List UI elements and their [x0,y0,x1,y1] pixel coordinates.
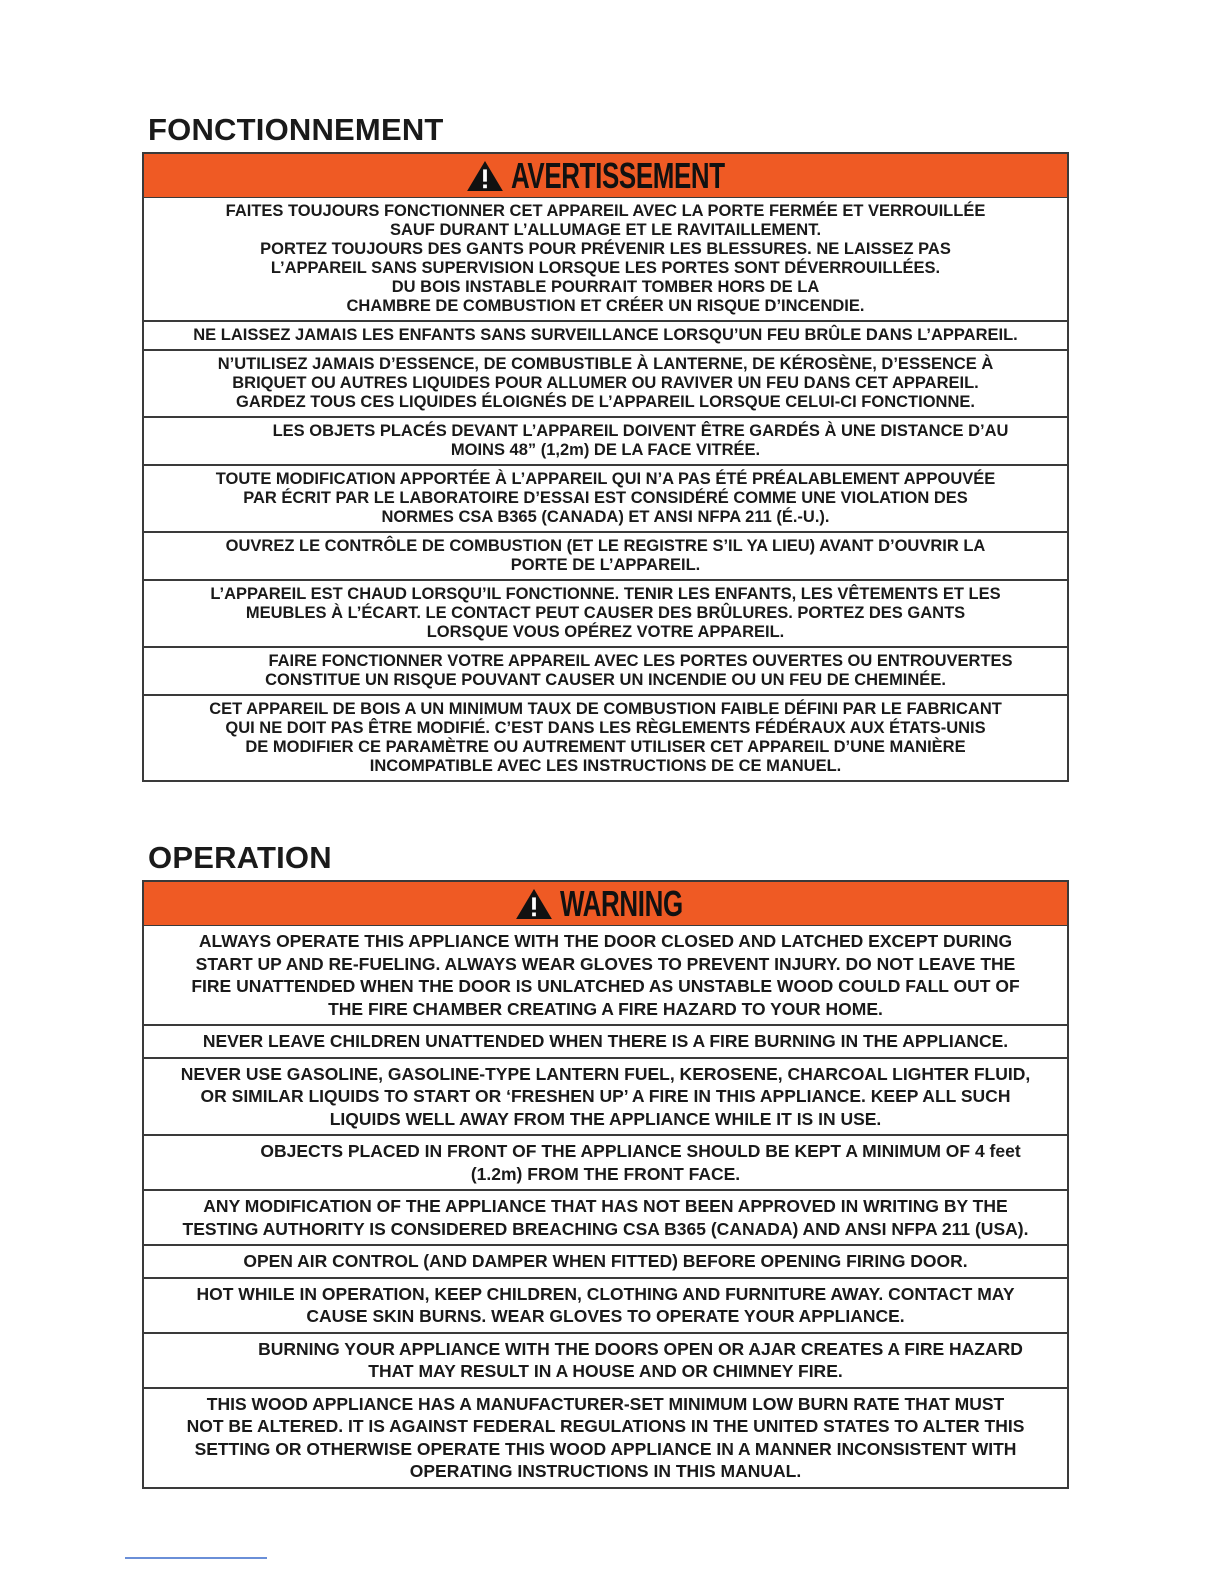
warning-row [144,646,1067,694]
warning-row-line: OBJECTS PLACED IN FRONT OF THE APPLIANCE SHOULD BE KEPT A MINIMUM OF 4 feet [260,1141,1021,1161]
warning-row-line: BRIQUET OU AUTRES LIQUIDES POUR ALLUMER OU RAVIVER UN FEU DANS CET APPAREIL. [232,374,979,392]
warning-row-line: QUI NE DOIT PAS ÊTRE MODIFIÉ. C’EST DANS LES RÈGLEMENTS FÉDÉRAUX AUX ÉTATS-UNIS [225,719,986,737]
warning-row-line: NORMES CSA B365 (CANADA) ET ANSI NFPA 211 (É.-U.). [381,508,830,526]
warning-row-line: MOINS 48” (1,2m) DE LA FACE VITRÉE. [450,441,761,459]
warning-row-line: NOT BE ALTERED. IT IS AGAINST FEDERAL REGULATIONS IN THE UNITED STATES TO ALTER THIS [186,1416,1025,1436]
warning-row [144,416,1067,464]
warning-row-line: (1.2m) FROM THE FRONT FACE. [470,1163,741,1184]
warning-row-line: PORTEZ TOUJOURS DES GANTS POUR PRÉVENIR LES BLESSURES. NE LAISSEZ PAS [260,240,951,258]
warning-row-line: N’UTILISEZ JAMAIS D’ESSENCE, DE COMBUSTIBLE À LANTERNE, DE KÉROSÈNE, D’ESSENCE À [217,355,994,373]
warning-row-line: CHAMBRE DE COMBUSTION ET CRÉER UN RISQUE D’INCENDIE. [346,297,865,315]
warning-row-line: PORTE DE L’APPAREIL. [510,556,701,574]
warning-row-line: LORSQUE VOUS OPÉREZ VOTRE APPAREIL. [426,623,785,641]
warning-row-line: OR SIMILAR LIQUIDS TO START OR ‘FRESHEN UP’ A FIRE IN THIS APPLIANCE. KEEP ALL SUCH [200,1086,1011,1106]
warning-row-line: PAR ÉCRIT PAR LE LABORATOIRE D’ESSAI EST CONSIDÉRÉ COMME UNE VIOLATION DES [243,489,968,507]
warning-row [144,1134,1067,1189]
warning-row-line: INCOMPATIBLE AVEC LES INSTRUCTIONS DE CE MANUEL. [369,757,842,775]
warning-row-line: CAUSE SKIN BURNS. WEAR GLOVES TO OPERATE YOUR APPLIANCE. [306,1306,905,1326]
warning-row-line: FAITES TOUJOURS FONCTIONNER CET APPAREIL AVEC LA PORTE FERMÉE ET VERROUILLÉE [225,202,986,220]
warning-row-line: LIQUIDS WELL AWAY FROM THE APPLIANCE WHILE IT IS IN USE. [329,1108,882,1129]
warning-row [144,1057,1067,1135]
warning-row-line: TESTING AUTHORITY IS CONSIDERED BREACHING CSA B365 (CANADA) AND ANSI NFPA 211 (USA). [182,1218,1029,1239]
warning-row-line: NE LAISSEZ JAMAIS LES ENFANTS SANS SURVEILLANCE LORSQU’UN FEU BRÛLE DANS L’APPAREIL. [193,326,1018,344]
warning-row [144,349,1067,416]
warning-row-line: FAIRE FONCTIONNER VOTRE APPAREIL AVEC LES PORTES OUVERTES OU ENTROUVERTES [268,652,1013,670]
warning-row [144,1189,1067,1244]
warning-row-line: MEUBLES À L’ÉCART. LE CONTACT PEUT CAUSER DES BRÛLURES. PORTEZ DES GANTS [245,604,966,622]
warning-row [144,579,1067,646]
warning-row-line: CET APPAREIL DE BOIS A UN MINIMUM TAUX DE COMBUSTION FAIBLE DÉFINI PAR LE FABRICANT [209,700,1002,718]
warning-row [144,926,1067,1024]
warning-banner-fr [144,154,1067,198]
warning-triangle-icon [465,160,505,192]
warning-row-line: L’APPAREIL EST CHAUD LORSQU’IL FONCTIONNE. TENIR LES ENFANTS, LES VÊTEMENTS ET LES [210,585,1001,603]
warning-row [144,1277,1067,1332]
warning-row-line: SAUF DURANT L’ALLUMAGE ET LE RAVITAILLEMENT. [389,221,822,239]
warning-box-fr [142,152,1069,782]
warning-row [144,198,1067,320]
warning-triangle-icon [514,888,554,920]
warning-banner-en [144,882,1067,926]
warning-row-line: THAT MAY RESULT IN A HOUSE AND OR CHIMNEY FIRE. [368,1361,843,1381]
warning-row [144,1387,1067,1487]
section-title-fr: FONCTIONNEMENT [148,112,444,147]
warning-row [144,1244,1067,1277]
warning-row-line: DE MODIFIER CE PARAMÈTRE OU AUTREMENT UTILISER CET APPAREIL D’UNE MANIÈRE [245,738,966,756]
warning-row-line: TOUTE MODIFICATION APPORTÉE À L’APPAREIL QUI N’A PAS ÉTÉ PRÉALABLEMENT APPOUVÉE [215,470,996,488]
warning-row-line: GARDEZ TOUS CES LIQUIDES ÉLOIGNÉS DE L’APPAREIL LORSQUE CELUI-CI FONCTIONNE. [236,393,975,411]
warning-row-line: START UP AND RE-FUELING. ALWAYS WEAR GLOVES TO PREVENT INJURY. DO NOT LEAVE THE [195,953,1016,974]
warning-row-line: CONSTITUE UN RISQUE POUVANT CAUSER UN INCENDIE OU UN FEU DE CHEMINÉE. [265,671,946,689]
warning-row [144,531,1067,579]
warning-row-line: L’APPAREIL SANS SUPERVISION LORSQUE LES PORTES SONT DÉVERROUILLÉES. [270,259,941,277]
warning-row [144,1024,1067,1057]
warning-box-en [142,880,1069,1489]
warning-label-fr: AVERTISSEMENT [510,154,725,196]
warning-row-line: OUVREZ LE CONTRÔLE DE COMBUSTION (ET LE REGISTRE S’IL YA LIEU) AVANT D’OUVRIR LA [225,537,986,555]
footer-link-underline [125,1557,267,1559]
warning-row-line: THE FIRE CHAMBER CREATING A FIRE HAZARD TO YOUR HOME. [328,998,883,1019]
warning-row-line: LES OBJETS PLACÉS DEVANT L’APPAREIL DOIVENT ÊTRE GARDÉS À UNE DISTANCE D’AU [272,422,1009,440]
warning-row-line: BURNING YOUR APPLIANCE WITH THE DOORS OPEN OR AJAR CREATES A FIRE HAZARD [258,1338,1023,1359]
warning-row-line: SETTING OR OTHERWISE OPERATE THIS WOOD APPLIANCE IN A MANNER INCONSISTENT WITH [194,1438,1017,1459]
warning-row-line: OPEN AIR CONTROL (AND DAMPER WHEN FITTED) BEFORE OPENING FIRING DOOR. [243,1251,968,1271]
warning-label-en: WARNING [559,882,683,924]
section-title-en: OPERATION [148,840,332,875]
warning-row-line: HOT WHILE IN OPERATION, KEEP CHILDREN, CLOTHING AND FURNITURE AWAY. CONTACT MAY [196,1283,1015,1304]
warning-row-line: ALWAYS OPERATE THIS APPLIANCE WITH THE DOOR CLOSED AND LATCHED EXCEPT DURING [198,931,1013,951]
warning-row-line: ANY MODIFICATION OF THE APPLIANCE THAT HAS NOT BEEN APPROVED IN WRITING BY THE [203,1196,1008,1216]
warning-rows-fr [144,198,1067,780]
warning-row-line: NEVER USE GASOLINE, GASOLINE-TYPE LANTERN FUEL, KEROSENE, CHARCOAL LIGHTER FLUID, [180,1063,1031,1084]
warning-row-line: FIRE UNATTENDED WHEN THE DOOR IS UNLATCHED AS UNSTABLE WOOD COULD FALL OUT OF [191,976,1020,996]
warning-row [144,320,1067,349]
warning-rows-en [144,926,1067,1487]
warning-row-line: OPERATING INSTRUCTIONS IN THIS MANUAL. [409,1461,802,1481]
warning-row-line: THIS WOOD APPLIANCE HAS A MANUFACTURER-SET MINIMUM LOW BURN RATE THAT MUST [206,1393,1005,1414]
warning-row [144,1332,1067,1387]
warning-row-line: NEVER LEAVE CHILDREN UNATTENDED WHEN THERE IS A FIRE BURNING IN THE APPLIANCE. [202,1031,1009,1051]
warning-row [144,464,1067,531]
warning-row [144,694,1067,780]
warning-row-line: DU BOIS INSTABLE POURRAIT TOMBER HORS DE LA [391,278,820,296]
